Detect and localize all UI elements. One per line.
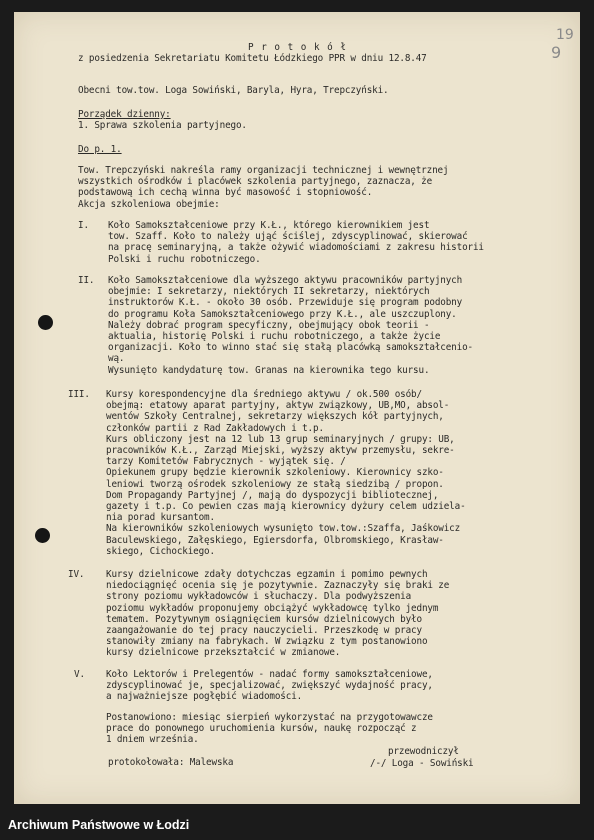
resolution-line: 1 dniem września. [106,734,199,746]
section-body [106,569,449,659]
agenda-heading: Porządek dzienny: [78,109,171,120]
resolution [106,712,433,746]
archive-footer-bar [0,810,594,840]
attendees: Obecni tow.tow. Loga Sowiński, Baryla, Hyra, Trepczyński. [78,85,389,96]
section-line: niedociągnięć ocenia się je pozytywnie. Zaznaczyły się braki ze [106,580,450,592]
section-line: organizacji. Koło to winno stać się stałą placówką samokształcenio- [108,342,473,354]
document-title: P r o t o k ó ł [248,42,347,53]
section-line: a najważniejsze pogłębić wiadomości. [106,691,303,703]
section-line: strony poziomu wykładowców i słuchaczy. Dla podwyższenia [106,591,412,603]
section-line: Wysunięto kandydaturę tow. Granas na kierownika tego kursu. [108,364,430,376]
section-line: tematem. Pozytywnym osiągnięciem kursów dzielnicowych było [106,613,422,625]
section-line: na pracę seminaryjną, a także ożywić wiadomościami z zakresu historii [108,242,484,254]
section-body [108,220,484,265]
section-line: pracowników K.Ł., Zarząd Miejski, wyższy aktyw przemysłu, sekre- [106,445,455,457]
section-line: wentów Szkoły Centralnej, sekretarzy większych kół partyjnych, [106,411,444,423]
section-line: Polski i ruchu robotniczego. [108,253,261,265]
agenda-item: 1. Sprawa szkolenia partyjnego. [78,120,247,131]
section-line: Koło Samokształceniowe przy K.Ł., którego kierownikiem jest [108,220,430,231]
intro-line: Akcja szkoleniowa obejmie: [78,198,220,210]
point-heading: Do p. 1. [78,144,122,155]
section-body [106,389,466,557]
section-line: Koło Lektorów i Prelegentów - nadać formy samokształceniowe, [106,669,433,680]
section-line: stanowiły zmiany na fabrykach. W związku z tym postanowiono [106,636,428,648]
section-line: Baculewskiego, Załęskiego, Egiersdorfa, Olbromskiego, Krasław- [106,534,444,546]
section-line: kursy dzielnicowe przekształcić w zmianowe. [106,647,341,659]
section-number: IV. [68,569,85,580]
section-number: II. [78,275,95,286]
section-line: Kursy dzielnicowe zdały dotychczas egzamin i pomimo pewnych [106,569,428,580]
section-line: Opiekunem grupy będzie kierownik szkoleniowy. Kierownicy szko- [106,467,444,479]
intro-paragraph [78,165,448,210]
section-line: instruktorów K.Ł. - około 30 osób. Przewiduje się program podobny [108,297,463,309]
intro-line: wszystkich ośrodków i placówek szkolenia partyjnego, zaznacza, że [78,176,433,188]
section-body [106,669,433,703]
section-line: Na kierowników szkoleniowych wysunięto tow.tow.:Szaffa, Jaśkowicz [106,523,461,535]
resolution-line: Postanowiono: miesiąc sierpień wykorzystać na przygotowawcze [106,712,433,723]
section-line: członków partii z Rad Zakładowych i t.p. [106,422,324,434]
intro-line: podstawową ich cechą winna być masowość i stopniowość. [78,187,373,199]
section-line: Koło Samokształceniowe dla wyższego aktywu pracowników partyjnych [108,275,463,286]
recorder: protokołowała: Malewska [108,757,234,768]
section-number: III. [68,389,90,400]
section-line: leniowi tworzą ośrodek szkoleniowy ze stałą siedzibą / propon. [106,478,444,490]
resolution-line: prace do ponownego uruchomienia kursów, naukę rozpocząć z [106,723,417,735]
intro-line: Tow. Trepczyński nakreśla ramy organizacji technicznej i wewnętrznej [78,165,449,176]
section-line: obejmą: etatowy aparat partyjny, aktyw związkowy, UB,MO, absol- [106,400,450,412]
section-line: skiego, Cichockiego. [106,545,215,557]
section-line: zdyscyplinować je, specjalizować, zwiększyć wydajność pracy, [106,680,433,692]
pencil-page-number: 19 [556,27,574,43]
section-line: zaangażowanie do tej pracy nauczycieli. Przeszkodę w pracy [106,625,422,637]
section-line: tow. Szaff. Koło to należy ująć ściślej, zdyscyplinować, skierować [108,231,468,243]
pencil-folio-number: 9 [551,43,562,62]
punch-hole-bottom [35,528,50,543]
section-line: poziomu wykładów proponujemy obciążyć wykładowcę tylko jednym [106,602,439,614]
archive-name: Archiwum Państwowe w Łodzi [8,818,190,832]
section-line: Należy dobrać program specyficzny, obejmujący obok teorii - [108,319,430,331]
section-line: gazety i t.p. Co pewien czas mają kierownicy dyżury celem udziela- [106,501,466,513]
document-subtitle: z posiedzenia Sekretariatu Komitetu Łódzkiego PPR w dniu 12.8.47 [78,53,427,64]
section-line: do programu Koła Samokształceniowego przy K.Ł., ale uszczuplony. [108,308,457,320]
section-line: obejmie: I sekretarzy, niektórych II sekretarzy, niektórych [108,286,430,298]
section-line: nia porad kursantom. [106,512,215,524]
punch-hole-top [38,315,53,330]
section-number: V. [74,669,85,680]
section-body [108,275,473,376]
section-number: I. [78,220,89,231]
section-line: Kurs obliczony jest na 12 lub 13 grup seminaryjnych / grupy: UB, [106,433,455,445]
section-line: wą. [108,353,125,365]
section-line: aktualia, historię Polski i ruchu robotniczego, a także życie [108,331,441,343]
section-line: tarzy Komitetów Fabrycznych - wyjątek się. / [106,456,346,468]
section-line: Kursy korespondencyjne dla średniego aktywu / ok.500 osób/ [106,389,422,400]
chair-name: /-/ Loga - Sowiński [370,758,474,769]
chair-label: przewodniczył [388,746,459,757]
section-line: Dom Propagandy Partyjnej /, mają do dyspozycji bibliotecznej, [106,489,439,501]
